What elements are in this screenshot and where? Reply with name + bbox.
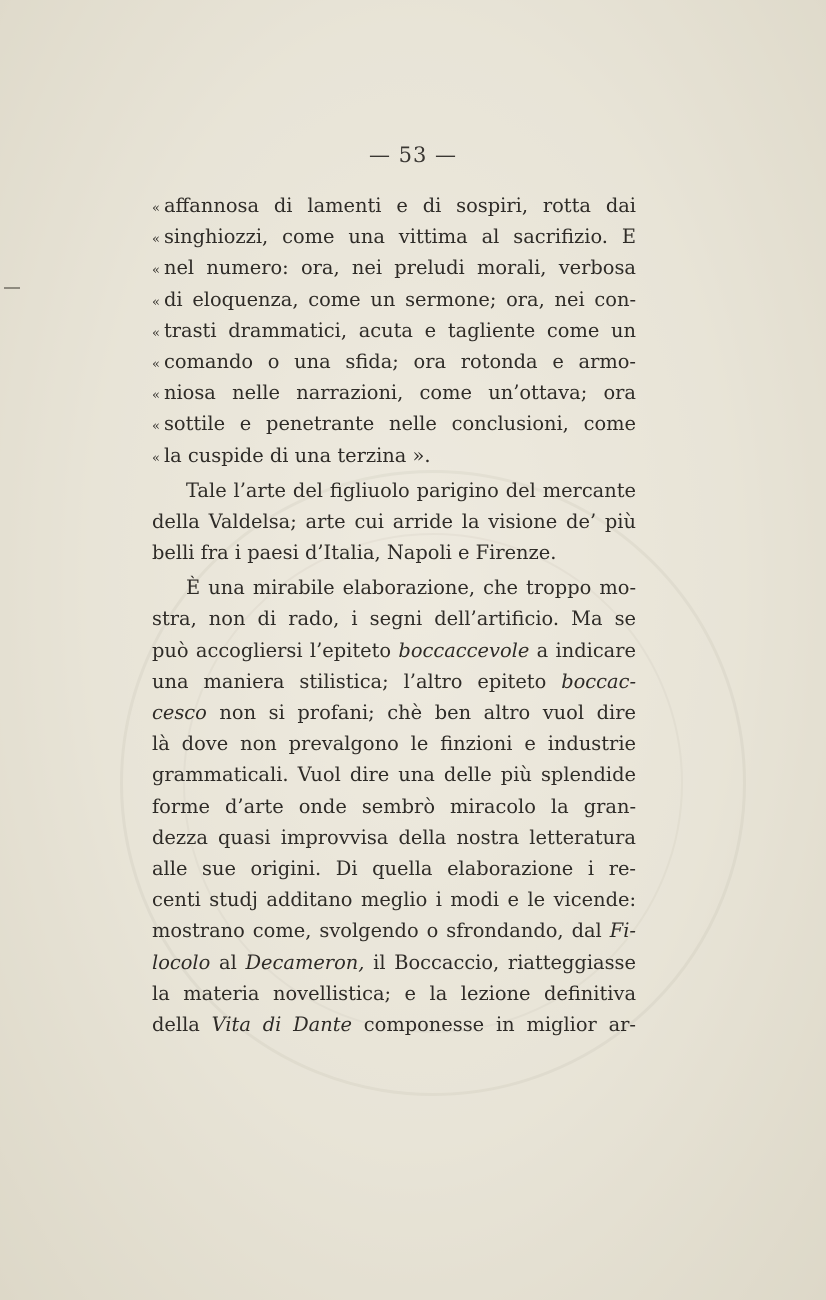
text-line: una maniera stilistica; l’altro epiteto boccac- (152, 669, 636, 693)
text-line: Tale l’arte del figliuolo parigino del mercante (186, 478, 636, 502)
text-line: dezza quasi improvvisa della nostra letteratura (152, 825, 636, 849)
text-line: grammaticali. Vuol dire una delle più splendide (152, 763, 636, 787)
text-line: la materia novellistica; e la lezione definitiva (152, 981, 636, 1005)
text-line: « singhiozzi, come una vittima al sacrifizio. E (152, 225, 636, 249)
body-text (152, 190, 636, 1040)
text-line: « niosa nelle narrazioni, come un’ottava; ora (152, 381, 636, 405)
text-line: cesco non si profani; chè ben altro vuol dire (152, 701, 636, 724)
text-line: È una mirabile elaborazione, che troppo mo- (186, 576, 636, 600)
page-number: — 53 — (368, 143, 458, 167)
text-line: stra, non di rado, i segni dell’artificio. Ma se (152, 607, 636, 631)
text-line: « trasti drammatici, acuta e tagliente come un (152, 318, 636, 342)
text-line: « di eloquenza, come un sermone; ora, nei con- (152, 287, 636, 311)
text-line: « comando o una sfida; ora rotonda e armo- (152, 349, 636, 373)
text-line: della Vita di Dante componesse in miglior ar- (152, 1012, 636, 1036)
text-line: della Valdelsa; arte cui arride la visione de’ più (152, 509, 636, 533)
text-line: là dove non prevalgono le finzioni e industrie (152, 732, 636, 756)
text-line: può accogliersi l’epiteto boccaccevole a indicare (152, 638, 636, 662)
text-line: mostrano come, svolgendo o sfrondando, dal Fi- (152, 919, 636, 943)
text-line: locolo al Decameron, il Boccaccio, riatteggiasse (152, 950, 636, 974)
text-line: alle sue origini. Di quella elaborazione i re- (152, 856, 636, 880)
text-line: « affannosa di lamenti e di sospiri, rotta dai (152, 194, 636, 217)
text-line: « nel numero: ora, nei preludi morali, verbosa (152, 256, 636, 280)
text-line: centi studj additano meglio i modi e le vicende: (152, 888, 636, 912)
text-line: « sottile e penetrante nelle conclusioni, come (152, 412, 636, 436)
margin-mark (4, 287, 20, 289)
text-line: belli fra i paesi d’Italia, Napoli e Firenze. (152, 541, 557, 565)
text-line: « la cuspide di una terzina ». (152, 443, 431, 467)
text-line: forme d’arte onde sembrò miracolo la gran- (152, 794, 636, 818)
